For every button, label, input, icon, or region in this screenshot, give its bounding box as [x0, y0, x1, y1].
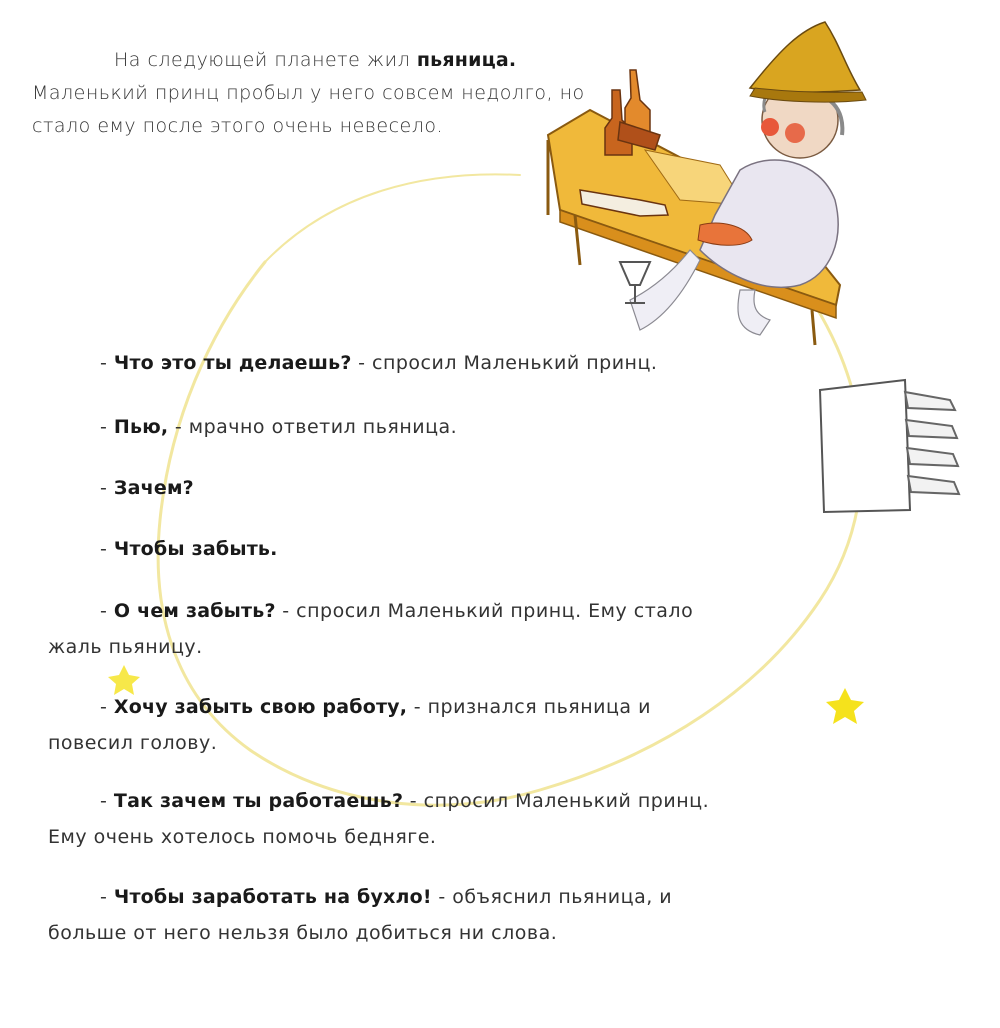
intro-text-after: Маленький принц пробыл у него совсем недолго, но стало ему после этого очень невесело. — [32, 82, 585, 137]
dash: - — [100, 352, 114, 374]
intro-text-before: На следующей планете жил — [114, 49, 417, 71]
bottle-crate — [820, 380, 959, 512]
dash: - — [100, 538, 114, 560]
dialogue-bold: Чтобы забыть. — [113, 538, 278, 560]
dialogue-rest: - спросил Маленький принц. Ему стало — [275, 600, 694, 622]
intro-bold: пьяница. — [416, 49, 517, 71]
dialogue-line-7-cont: Ему очень хотелось помочь бедняге. — [48, 826, 437, 848]
dialogue-line-4 — [100, 534, 278, 564]
dialogue-bold: Чтобы заработать на бухло! — [113, 886, 432, 908]
intro-paragraph — [32, 44, 592, 143]
dialogue-line-3 — [100, 473, 194, 503]
dialogue-rest: - спросил Маленький принц. — [403, 790, 710, 812]
dialogue-line-8 — [100, 882, 672, 912]
dialogue-rest: - объяснил пьяница, и — [431, 886, 673, 908]
dash: - — [100, 696, 114, 718]
dash: - — [100, 886, 114, 908]
dash: - — [100, 600, 114, 622]
dialogue-bold: Что это ты делаешь? — [113, 352, 352, 374]
hat-icon — [750, 22, 860, 92]
dash: - — [100, 416, 114, 438]
dialogue-bold: Пью, — [113, 416, 169, 438]
star-icon — [108, 665, 140, 695]
star-icon — [826, 688, 864, 724]
dash: - — [100, 477, 114, 499]
dialogue-line-6-cont: повесил голову. — [48, 732, 218, 754]
dialogue-line-8-cont: больше от него нельзя было добиться ни слова. — [48, 922, 558, 944]
dialogue-line-6 — [100, 692, 651, 722]
dialogue-bold: Зачем? — [113, 477, 194, 499]
dialogue-bold: Так зачем ты работаешь? — [113, 790, 404, 812]
dialogue-bold: О чем забыть? — [113, 600, 276, 622]
dialogue-line-2 — [100, 412, 457, 442]
dialogue-bold: Хочу забыть свою работу, — [113, 696, 408, 718]
dialogue-line-7 — [100, 786, 709, 816]
dialogue-rest: - спросил Маленький принц. — [351, 352, 658, 374]
dialogue-line-5-cont: жаль пьяницу. — [48, 636, 203, 658]
dialogue-rest: - признался пьяница и — [407, 696, 651, 718]
dialogue-line-5 — [100, 596, 693, 626]
dialogue-rest: - мрачно ответил пьяница. — [168, 416, 458, 438]
dash: - — [100, 790, 114, 812]
dialogue-line-1 — [100, 348, 657, 378]
